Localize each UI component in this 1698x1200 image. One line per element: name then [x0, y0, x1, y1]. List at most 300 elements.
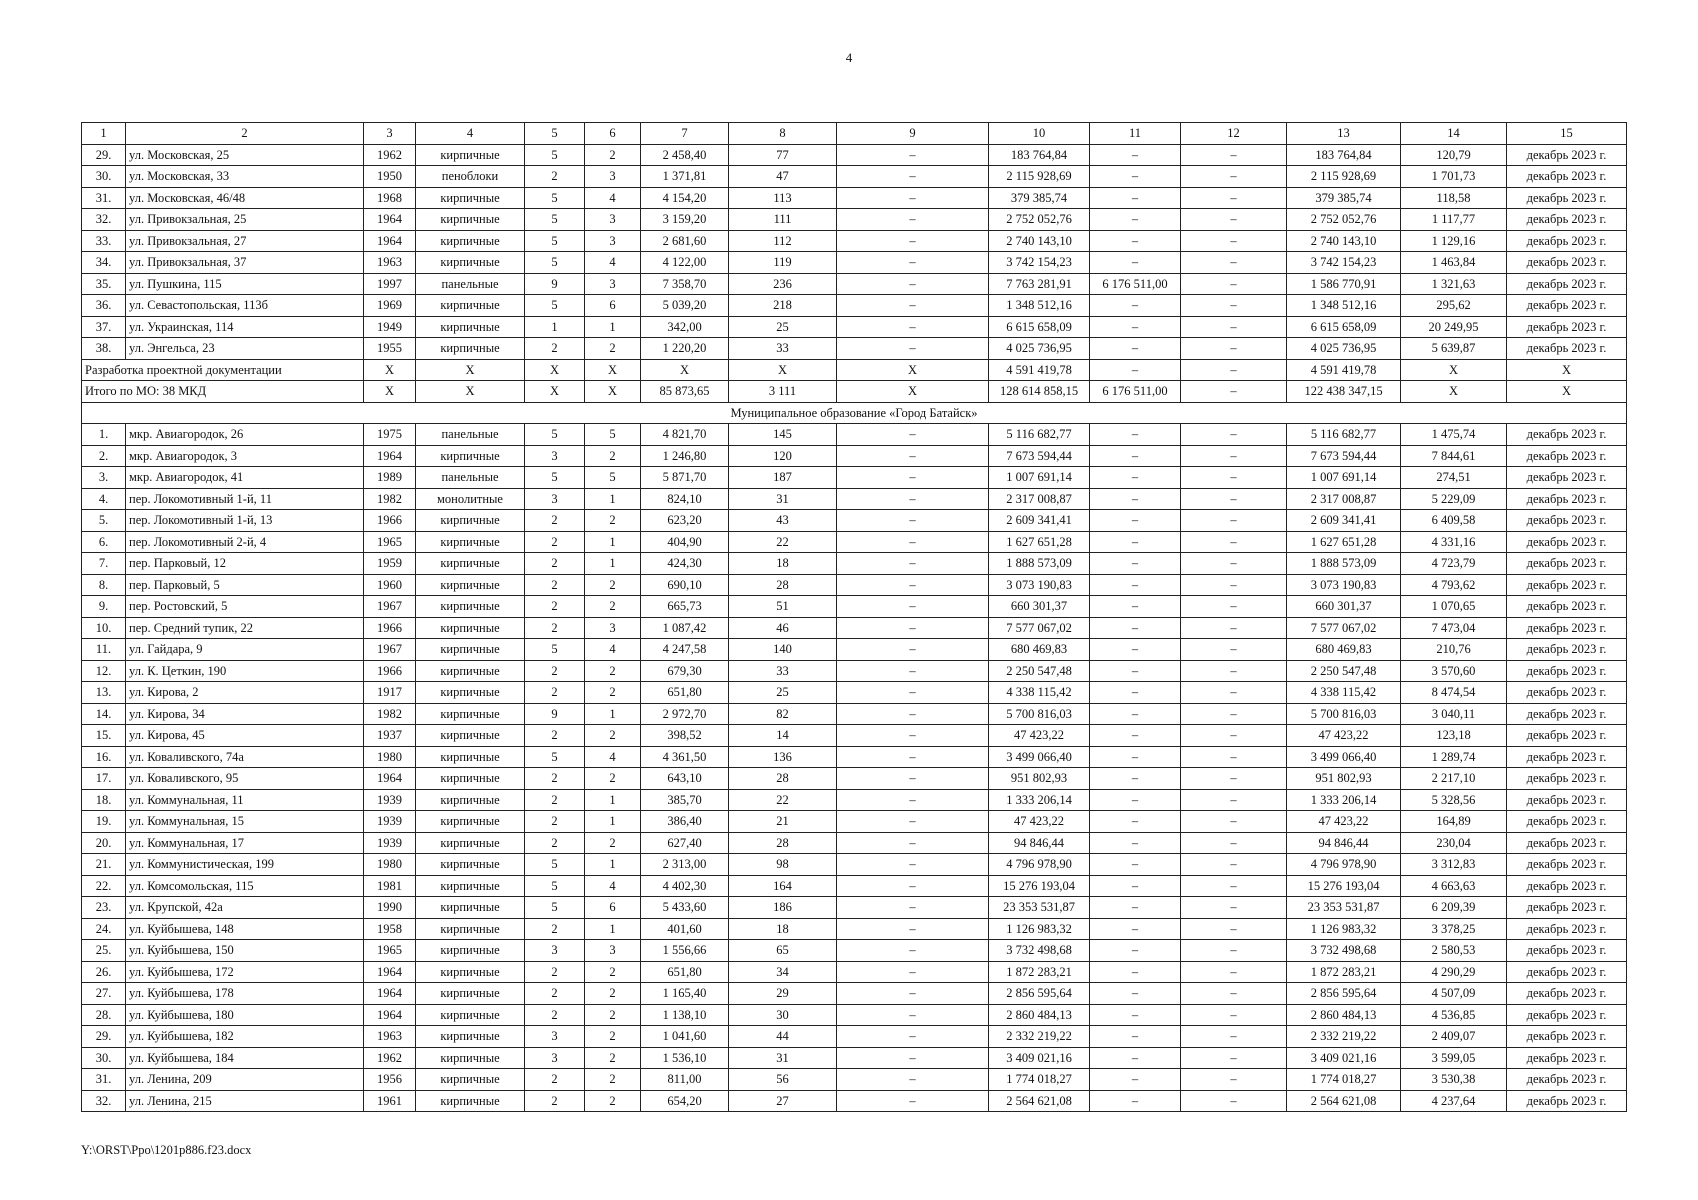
table-cell: декабрь 2023 г. — [1507, 961, 1627, 983]
table-row — [82, 510, 1627, 532]
table-cell: декабрь 2023 г. — [1507, 746, 1627, 768]
table-cell: X — [585, 381, 641, 403]
table-cell: декабрь 2023 г. — [1507, 424, 1627, 446]
table-cell: 13. — [82, 682, 126, 704]
table-cell: 1963 — [364, 252, 416, 274]
table-cell: 1 586 770,91 — [1287, 273, 1401, 295]
table-cell: – — [1090, 295, 1181, 317]
table-cell: 1959 — [364, 553, 416, 575]
table-cell: 2 — [525, 1090, 585, 1112]
table-cell: 5 639,87 — [1401, 338, 1507, 360]
table-cell: 1964 — [364, 983, 416, 1005]
table-cell: 1956 — [364, 1069, 416, 1091]
table-cell: 3 599,05 — [1401, 1047, 1507, 1069]
table-cell: 3 — [364, 123, 416, 145]
table-row — [82, 230, 1627, 252]
table-row — [82, 703, 1627, 725]
table-cell: 2 — [525, 553, 585, 575]
table-row — [82, 1069, 1627, 1091]
table-cell: 1964 — [364, 961, 416, 983]
table-cell: – — [837, 832, 989, 854]
table-cell: – — [1181, 725, 1287, 747]
table-cell: 38. — [82, 338, 126, 360]
table-cell: 1 872 283,21 — [1287, 961, 1401, 983]
table-cell: 2 — [585, 445, 641, 467]
table-cell: декабрь 2023 г. — [1507, 768, 1627, 790]
table-cell: 119 — [729, 252, 837, 274]
table-cell: 2 313,00 — [641, 854, 729, 876]
table-cell: 1 475,74 — [1401, 424, 1507, 446]
table-cell: 665,73 — [641, 596, 729, 618]
table-cell: декабрь 2023 г. — [1507, 273, 1627, 295]
table-cell: 34. — [82, 252, 126, 274]
table-cell: 2 — [585, 574, 641, 596]
table-cell: 1 348 512,16 — [989, 295, 1090, 317]
table-cell: 22 — [729, 789, 837, 811]
table-cell: 5 039,20 — [641, 295, 729, 317]
table-row — [82, 725, 1627, 747]
table-cell: 2 752 052,76 — [1287, 209, 1401, 231]
table-cell: 1 774 018,27 — [989, 1069, 1090, 1091]
table-cell: 218 — [729, 295, 837, 317]
table-cell: 1 774 018,27 — [1287, 1069, 1401, 1091]
table-row — [82, 273, 1627, 295]
table-cell: – — [1181, 273, 1287, 295]
table-cell: 4 361,50 — [641, 746, 729, 768]
table-cell: декабрь 2023 г. — [1507, 789, 1627, 811]
table-cell: 1964 — [364, 445, 416, 467]
footer-file-path: Y:\ORST\Ppo\1201p886.f23.docx — [81, 1143, 252, 1157]
table-cell: 1950 — [364, 166, 416, 188]
table-cell: ул. Коммунальная, 11 — [126, 789, 364, 811]
table-cell: – — [1181, 510, 1287, 532]
table-cell: декабрь 2023 г. — [1507, 725, 1627, 747]
table-cell: – — [1181, 359, 1287, 381]
table-cell: 2 — [525, 531, 585, 553]
table-cell: 18 — [729, 918, 837, 940]
table-cell: ул. Ленина, 209 — [126, 1069, 364, 1091]
table-cell: ул. Коваливского, 95 — [126, 768, 364, 790]
table-cell: 2 332 219,22 — [989, 1026, 1090, 1048]
table-cell: декабрь 2023 г. — [1507, 574, 1627, 596]
table-cell: X — [364, 381, 416, 403]
table-cell: 1 371,81 — [641, 166, 729, 188]
table-cell: 8 474,54 — [1401, 682, 1507, 704]
table-row — [82, 746, 1627, 768]
table-cell: – — [1181, 746, 1287, 768]
table-cell: 5 871,70 — [641, 467, 729, 489]
table-cell: пер. Ростовский, 5 — [126, 596, 364, 618]
table-cell: ул. Крупской, 42а — [126, 897, 364, 919]
table-cell: – — [837, 445, 989, 467]
table-cell: 118,58 — [1401, 187, 1507, 209]
table-cell: панельные — [416, 424, 525, 446]
table-cell: 85 873,65 — [641, 381, 729, 403]
table-cell: 295,62 — [1401, 295, 1507, 317]
table-row — [82, 961, 1627, 983]
table-cell: 44 — [729, 1026, 837, 1048]
table-cell: 1962 — [364, 1047, 416, 1069]
table-cell: 680 469,83 — [1287, 639, 1401, 661]
table-cell: – — [1090, 187, 1181, 209]
table-cell: кирпичные — [416, 445, 525, 467]
table-cell: 3 732 498,68 — [989, 940, 1090, 962]
table-cell: – — [1181, 897, 1287, 919]
table-cell: 2 — [585, 144, 641, 166]
table-cell: – — [1090, 166, 1181, 188]
table-cell: 1958 — [364, 918, 416, 940]
table-cell: – — [837, 768, 989, 790]
table-cell: X — [1401, 381, 1507, 403]
table-cell: 51 — [729, 596, 837, 618]
table-cell: 56 — [729, 1069, 837, 1091]
table-cell: 3 073 190,83 — [989, 574, 1090, 596]
table-cell: 186 — [729, 897, 837, 919]
table-cell: – — [837, 789, 989, 811]
table-cell: 23. — [82, 897, 126, 919]
table-cell: – — [837, 875, 989, 897]
table-cell: декабрь 2023 г. — [1507, 596, 1627, 618]
table-cell: 5 — [525, 639, 585, 661]
table-cell: кирпичные — [416, 295, 525, 317]
table-cell: 230,04 — [1401, 832, 1507, 854]
table-cell: – — [837, 682, 989, 704]
table-cell: 2. — [82, 445, 126, 467]
table-cell: 3 — [585, 209, 641, 231]
table-row — [82, 295, 1627, 317]
table-cell: пер. Локомотивный 2-й, 4 — [126, 531, 364, 553]
table-cell: 8. — [82, 574, 126, 596]
table-cell: кирпичные — [416, 875, 525, 897]
table-cell: – — [1181, 574, 1287, 596]
table-cell: 5 433,60 — [641, 897, 729, 919]
table-cell: 2 — [585, 510, 641, 532]
table-cell: ул. К. Цеткин, 190 — [126, 660, 364, 682]
table-cell: декабрь 2023 г. — [1507, 811, 1627, 833]
table-cell: – — [1181, 596, 1287, 618]
table-row — [82, 596, 1627, 618]
table-cell: декабрь 2023 г. — [1507, 1069, 1627, 1091]
table-cell: 6 409,58 — [1401, 510, 1507, 532]
table-cell: 6 209,39 — [1401, 897, 1507, 919]
table-cell: 1 041,60 — [641, 1026, 729, 1048]
table-cell: 13 — [1287, 123, 1401, 145]
table-cell: 22 — [729, 531, 837, 553]
table-cell: – — [837, 316, 989, 338]
table-cell: Разработка проектной документации — [82, 359, 364, 381]
table-cell: – — [1181, 918, 1287, 940]
table-cell: 1939 — [364, 789, 416, 811]
table-cell: 12 — [1181, 123, 1287, 145]
table-cell: 385,70 — [641, 789, 729, 811]
table-cell: кирпичные — [416, 1047, 525, 1069]
column-number-row — [82, 123, 1627, 145]
table-cell: – — [1181, 187, 1287, 209]
table-cell: 2 — [525, 918, 585, 940]
table-cell: 2 — [525, 338, 585, 360]
table-cell: 15. — [82, 725, 126, 747]
table-cell: декабрь 2023 г. — [1507, 854, 1627, 876]
table-cell: 1968 — [364, 187, 416, 209]
table-cell: – — [1181, 252, 1287, 274]
table-cell: 37. — [82, 316, 126, 338]
table-cell: ул. Энгельса, 23 — [126, 338, 364, 360]
table-cell: 94 846,44 — [989, 832, 1090, 854]
table-cell: кирпичные — [416, 187, 525, 209]
table-cell: 4 338 115,42 — [1287, 682, 1401, 704]
table-cell: 4 — [585, 252, 641, 274]
table-cell: 33. — [82, 230, 126, 252]
table-cell: ул. Кирова, 45 — [126, 725, 364, 747]
table-cell: 25 — [729, 316, 837, 338]
table-cell: 2 580,53 — [1401, 940, 1507, 962]
table-cell: – — [1181, 1047, 1287, 1069]
table-cell: 1 — [585, 811, 641, 833]
table-cell: 29 — [729, 983, 837, 1005]
table-cell: ул. Ленина, 215 — [126, 1090, 364, 1112]
table-cell: 28 — [729, 768, 837, 790]
table-cell: 5 — [525, 467, 585, 489]
table-cell: X — [585, 359, 641, 381]
table-cell: – — [1090, 1047, 1181, 1069]
table-cell: – — [1090, 682, 1181, 704]
table-cell: 1 129,16 — [1401, 230, 1507, 252]
table-cell: 32. — [82, 1090, 126, 1112]
table-cell: – — [1090, 1069, 1181, 1091]
table-cell: 2 — [525, 725, 585, 747]
table-cell: – — [1090, 424, 1181, 446]
table-cell: – — [1090, 359, 1181, 381]
table-cell: ул. Кирова, 34 — [126, 703, 364, 725]
table-cell: 1960 — [364, 574, 416, 596]
table-cell: – — [837, 424, 989, 446]
table-cell: – — [1181, 338, 1287, 360]
table-cell: пер. Парковый, 12 — [126, 553, 364, 575]
table-cell: 1949 — [364, 316, 416, 338]
table-cell: – — [837, 166, 989, 188]
table-cell: 123,18 — [1401, 725, 1507, 747]
table-cell: 1997 — [364, 273, 416, 295]
table-cell: – — [1181, 424, 1287, 446]
table-cell: 342,00 — [641, 316, 729, 338]
table-cell: Муниципальное образование «Город Батайск» — [82, 402, 1627, 424]
table-cell: кирпичные — [416, 553, 525, 575]
table-cell: 20 249,95 — [1401, 316, 1507, 338]
table-cell: 113 — [729, 187, 837, 209]
table-row — [82, 553, 1627, 575]
table-cell: 3 — [525, 1047, 585, 1069]
table-cell: 2 856 595,64 — [989, 983, 1090, 1005]
table-cell: 10. — [82, 617, 126, 639]
table-cell: ул. Куйбышева, 178 — [126, 983, 364, 1005]
table-cell: 47 423,22 — [989, 811, 1090, 833]
table-cell: – — [837, 854, 989, 876]
table-cell: кирпичные — [416, 746, 525, 768]
table-cell: 2 972,70 — [641, 703, 729, 725]
table-cell: 31. — [82, 187, 126, 209]
table-cell: 30. — [82, 166, 126, 188]
table-row — [82, 1090, 1627, 1112]
table-cell: – — [1181, 940, 1287, 962]
table-cell: 3 409 021,16 — [1287, 1047, 1401, 1069]
table-cell: 12. — [82, 660, 126, 682]
table-cell: – — [1181, 811, 1287, 833]
table-row — [82, 316, 1627, 338]
table-cell: 1 888 573,09 — [989, 553, 1090, 575]
table-cell: мкр. Авиагородок, 26 — [126, 424, 364, 446]
table-cell: 25 — [729, 682, 837, 704]
table-cell: 1 126 983,32 — [1287, 918, 1401, 940]
table-cell: 5 700 816,03 — [989, 703, 1090, 725]
table-cell: 77 — [729, 144, 837, 166]
table-row — [82, 187, 1627, 209]
table-cell: кирпичные — [416, 639, 525, 661]
table-cell: 1980 — [364, 854, 416, 876]
table-cell: декабрь 2023 г. — [1507, 875, 1627, 897]
table-cell: – — [1181, 488, 1287, 510]
table-cell: 4 — [585, 187, 641, 209]
table-cell: ул. Коммунальная, 15 — [126, 811, 364, 833]
table-cell: – — [837, 230, 989, 252]
table-cell: 5 116 682,77 — [1287, 424, 1401, 446]
table-cell: – — [1090, 875, 1181, 897]
table-cell: 10 — [989, 123, 1090, 145]
table-cell: 379 385,74 — [989, 187, 1090, 209]
table-cell: 4 154,20 — [641, 187, 729, 209]
table-cell: 654,20 — [641, 1090, 729, 1112]
table-cell: 15 276 193,04 — [989, 875, 1090, 897]
table-cell: 15 276 193,04 — [1287, 875, 1401, 897]
table-row — [82, 1004, 1627, 1026]
table-cell: кирпичные — [416, 832, 525, 854]
table-cell: 6 176 511,00 — [1090, 273, 1181, 295]
table-cell: 18 — [729, 553, 837, 575]
table-cell: мкр. Авиагородок, 3 — [126, 445, 364, 467]
table-cell: 26. — [82, 961, 126, 983]
table-cell: 7 673 594,44 — [989, 445, 1090, 467]
table-cell: 1966 — [364, 510, 416, 532]
table-cell: – — [1181, 1069, 1287, 1091]
table-cell: – — [837, 187, 989, 209]
table-cell: 2 409,07 — [1401, 1026, 1507, 1048]
table-cell: 3 111 — [729, 381, 837, 403]
table-cell: кирпичные — [416, 703, 525, 725]
table-cell: – — [1181, 660, 1287, 682]
table-cell: 34 — [729, 961, 837, 983]
table-cell: 1 — [82, 123, 126, 145]
table-cell: – — [1090, 983, 1181, 1005]
table-cell: мкр. Авиагородок, 41 — [126, 467, 364, 489]
table-cell: 2 250 547,48 — [1287, 660, 1401, 682]
table-cell: 2 — [585, 725, 641, 747]
table-cell: 1964 — [364, 768, 416, 790]
table-cell: – — [837, 1026, 989, 1048]
table-cell: 46 — [729, 617, 837, 639]
table-cell: ул. Куйбышева, 150 — [126, 940, 364, 962]
table-cell: 5 — [525, 252, 585, 274]
table-cell: 2 — [525, 617, 585, 639]
table-cell: 1 536,10 — [641, 1047, 729, 1069]
table-cell: 5 — [525, 230, 585, 252]
table-cell: 4 591 419,78 — [1287, 359, 1401, 381]
table-cell: 1 246,80 — [641, 445, 729, 467]
table-cell: 1 — [585, 918, 641, 940]
table-cell: 9. — [82, 596, 126, 618]
table-cell: – — [1090, 1004, 1181, 1026]
table-cell: 1990 — [364, 897, 416, 919]
table-cell: 1 321,63 — [1401, 273, 1507, 295]
table-cell: – — [1181, 316, 1287, 338]
table-cell: 2 115 928,69 — [989, 166, 1090, 188]
table-cell: 2 — [585, 1026, 641, 1048]
table-cell: – — [1090, 596, 1181, 618]
table-cell: 3 530,38 — [1401, 1069, 1507, 1091]
table-cell: кирпичные — [416, 316, 525, 338]
table-cell: 5 — [525, 854, 585, 876]
table-cell: 164,89 — [1401, 811, 1507, 833]
table-cell: декабрь 2023 г. — [1507, 983, 1627, 1005]
table-cell: ул. Украинская, 114 — [126, 316, 364, 338]
table-row — [82, 875, 1627, 897]
table-cell: ул. Коваливского, 74а — [126, 746, 364, 768]
table-cell: – — [1181, 144, 1287, 166]
table-cell: – — [1181, 875, 1287, 897]
table-cell: – — [1090, 1090, 1181, 1112]
table-cell: декабрь 2023 г. — [1507, 918, 1627, 940]
table-cell: 7 577 067,02 — [1287, 617, 1401, 639]
table-row — [82, 467, 1627, 489]
table-cell: – — [1181, 230, 1287, 252]
table-cell: 1 126 983,32 — [989, 918, 1090, 940]
table-cell: 23 353 531,87 — [989, 897, 1090, 919]
table-cell: 9 — [525, 703, 585, 725]
table-cell: 33 — [729, 660, 837, 682]
table-cell: – — [837, 467, 989, 489]
table-cell: пеноблоки — [416, 166, 525, 188]
table-cell: – — [837, 553, 989, 575]
table-cell: 1 556,66 — [641, 940, 729, 962]
table-cell: X — [729, 359, 837, 381]
table-cell: декабрь 2023 г. — [1507, 338, 1627, 360]
table-cell: 187 — [729, 467, 837, 489]
table-cell: 660 301,37 — [989, 596, 1090, 618]
table-cell: – — [1181, 381, 1287, 403]
table-cell: 210,76 — [1401, 639, 1507, 661]
table-cell: ул. Привокзальная, 37 — [126, 252, 364, 274]
table-cell: 11. — [82, 639, 126, 661]
table-cell: 27 — [729, 1090, 837, 1112]
table-cell: – — [1181, 166, 1287, 188]
table-cell: 47 423,22 — [1287, 725, 1401, 747]
table-cell: 30 — [729, 1004, 837, 1026]
table-cell: 2 — [525, 596, 585, 618]
table-cell: декабрь 2023 г. — [1507, 897, 1627, 919]
table-cell: 28. — [82, 1004, 126, 1026]
table-cell: 4 536,85 — [1401, 1004, 1507, 1026]
table-cell: 2 860 484,13 — [989, 1004, 1090, 1026]
table-cell: – — [1090, 725, 1181, 747]
table-cell: 2 — [525, 166, 585, 188]
section-header-row — [82, 402, 1627, 424]
table-cell: 1 — [585, 488, 641, 510]
table-cell: 1 165,40 — [641, 983, 729, 1005]
table-cell: – — [1181, 768, 1287, 790]
table-cell: 6 176 511,00 — [1090, 381, 1181, 403]
table-cell: 2 — [585, 1004, 641, 1026]
table-cell: – — [837, 1069, 989, 1091]
table-cell: 3 — [585, 230, 641, 252]
table-cell: 183 764,84 — [1287, 144, 1401, 166]
